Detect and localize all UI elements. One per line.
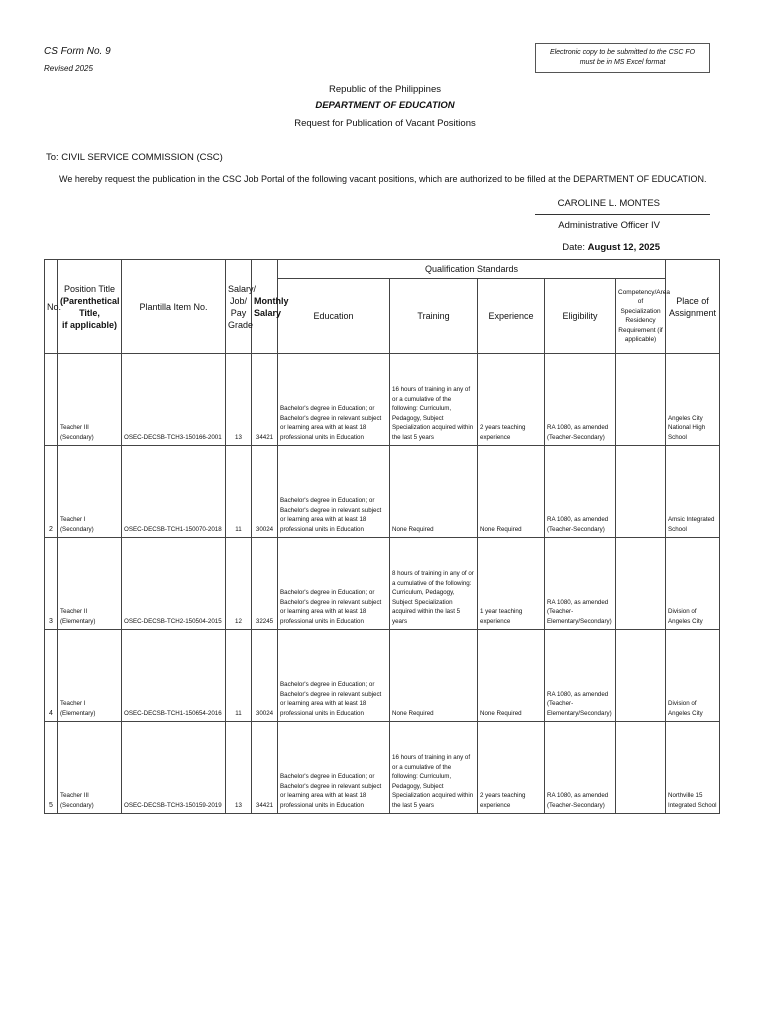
row-education: Bachelor's degree in Education; or Bachelor's degree in relevant subject or learning area with at least 18 professional units in Education <box>278 354 390 446</box>
col-monthly-salary: Monthly Salary <box>252 260 278 354</box>
col-plantilla: Plantilla Item No. <box>122 260 226 354</box>
table-row <box>45 538 720 630</box>
revised-date: Revised 2025 <box>44 64 93 73</box>
col-position-line2: (Parenthetical Title, <box>60 295 120 318</box>
row-competency <box>616 630 666 722</box>
signature-line <box>535 214 710 215</box>
row-salary: 30024 <box>252 630 278 722</box>
date-value: August 12, 2025 <box>587 242 660 253</box>
signer-position: Administrative Officer IV <box>558 220 660 231</box>
col-training: Training <box>390 279 478 354</box>
col-education: Education <box>278 279 390 354</box>
date-label: Date: <box>562 242 586 253</box>
row-no: 5 <box>45 722 58 814</box>
row-education: Bachelor's degree in Education; or Bachelor's degree in relevant subject or learning area with at least 18 professional units in Education <box>278 538 390 630</box>
row-plantilla: OSEC-DECSB-TCH3-150166-2001 <box>122 354 226 446</box>
col-position-line1: Position Title <box>63 283 116 294</box>
row-education: Bachelor's degree in Education; or Bachelor's degree in relevant subject or learning area with at least 18 professional units in Education <box>278 446 390 538</box>
row-position: Teacher II (Elementary) <box>58 538 122 630</box>
row-grade: 11 <box>226 630 252 722</box>
col-experience: Experience <box>478 279 545 354</box>
row-no: 2 <box>45 446 58 538</box>
col-competency: Competency/Area of Specialization Residency Requirement (if applicable) <box>616 279 666 354</box>
row-experience: None Required <box>478 446 545 538</box>
row-training: 8 hours of training in any of or a cumulative of the following: Curriculum, Pedagogy, Subject Specialization acquired within the last 5 years <box>390 538 478 630</box>
table-row <box>45 630 720 722</box>
row-no <box>45 354 58 446</box>
row-position: Teacher I (Elementary) <box>58 630 122 722</box>
row-competency <box>616 722 666 814</box>
col-qualification-standards: Qualification Standards <box>278 260 666 279</box>
row-eligibility: RA 1080, as amended (Teacher-Elementary/Secondary) <box>545 538 616 630</box>
department-heading: DEPARTMENT OF EDUCATION <box>315 100 455 111</box>
row-grade: 11 <box>226 446 252 538</box>
electronic-copy-note <box>535 43 710 73</box>
row-experience: 2 years teaching experience <box>478 354 545 446</box>
row-training: None Required <box>390 446 478 538</box>
request-date <box>562 242 660 253</box>
row-position: Teacher III (Secondary) <box>58 722 122 814</box>
row-plantilla: OSEC-DECSB-TCH1-150070-2018 <box>122 446 226 538</box>
row-grade: 13 <box>226 722 252 814</box>
col-place: Place of Assignment <box>666 260 720 354</box>
row-training: 16 hours of training in any of or a cumulative of the following: Curriculum, Pedagogy, Subject Specialization acquired within the last 5 years <box>390 722 478 814</box>
row-experience: 1 year teaching experience <box>478 538 545 630</box>
ecopy-line-2: must be in MS Excel format <box>579 59 666 66</box>
row-position: Teacher I (Secondary) <box>58 446 122 538</box>
table-row <box>45 722 720 814</box>
ecopy-line-1: Electronic copy to be submitted to the CSC FO <box>549 49 696 56</box>
col-position <box>58 260 122 354</box>
row-training: None Required <box>390 630 478 722</box>
col-eligibility: Eligibility <box>545 279 616 354</box>
row-salary: 34421 <box>252 354 278 446</box>
row-eligibility: RA 1080, as amended (Teacher-Secondary) <box>545 446 616 538</box>
col-salary-grade: Salary/ Job/ Pay Grade <box>226 260 252 354</box>
row-plantilla: OSEC-DECSB-TCH3-150159-2019 <box>122 722 226 814</box>
row-education: Bachelor's degree in Education; or Bachelor's degree in relevant subject or learning area with at least 18 professional units in Education <box>278 722 390 814</box>
table-row <box>45 446 720 538</box>
row-education: Bachelor's degree in Education; or Bachelor's degree in relevant subject or learning area with at least 18 professional units in Education <box>278 630 390 722</box>
row-place: Northville 15 Integrated School <box>666 722 720 814</box>
row-position: Teacher III (Secondary) <box>58 354 122 446</box>
col-no: No. <box>45 260 58 354</box>
row-eligibility: RA 1080, as amended (Teacher-Secondary) <box>545 722 616 814</box>
addressee: To: CIVIL SERVICE COMMISSION (CSC) <box>46 152 223 163</box>
request-title: Request for Publication of Vacant Positions <box>294 118 476 129</box>
row-plantilla: OSEC-DECSB-TCH2-150504-2015 <box>122 538 226 630</box>
row-eligibility: RA 1080, as amended (Teacher-Elementary/Secondary) <box>545 630 616 722</box>
table-row <box>45 354 720 446</box>
col-position-line3: if applicable) <box>61 319 117 330</box>
row-competency <box>616 538 666 630</box>
row-eligibility: RA 1080, as amended (Teacher-Secondary) <box>545 354 616 446</box>
vacant-positions-table <box>44 259 720 814</box>
row-salary: 32245 <box>252 538 278 630</box>
row-no: 3 <box>45 538 58 630</box>
row-grade: 13 <box>226 354 252 446</box>
form-number: CS Form No. 9 <box>44 46 111 57</box>
row-training: 16 hours of training in any of or a cumulative of the following: Curriculum, Pedagogy, Subject Specialization acquired within the last 5 years <box>390 354 478 446</box>
row-place: Division of Angeles City <box>666 538 720 630</box>
row-competency <box>616 446 666 538</box>
row-salary: 30024 <box>252 446 278 538</box>
row-salary: 34421 <box>252 722 278 814</box>
request-statement: We hereby request the publication in the CSC Job Portal of the following vacant positions, which are authorized to be filled at the DEPARTMENT OF EDUCATION. <box>59 174 707 184</box>
row-experience: None Required <box>478 630 545 722</box>
row-experience: 2 years teaching experience <box>478 722 545 814</box>
row-place: Angeles City National High School <box>666 354 720 446</box>
row-competency <box>616 354 666 446</box>
republic-heading: Republic of the Philippines <box>329 84 441 95</box>
signer-name: CAROLINE L. MONTES <box>557 198 660 209</box>
row-no: 4 <box>45 630 58 722</box>
row-grade: 12 <box>226 538 252 630</box>
row-place: Division of Angeles City <box>666 630 720 722</box>
row-plantilla: OSEC-DECSB-TCH1-150654-2016 <box>122 630 226 722</box>
row-place: Amsic Integrated School <box>666 446 720 538</box>
